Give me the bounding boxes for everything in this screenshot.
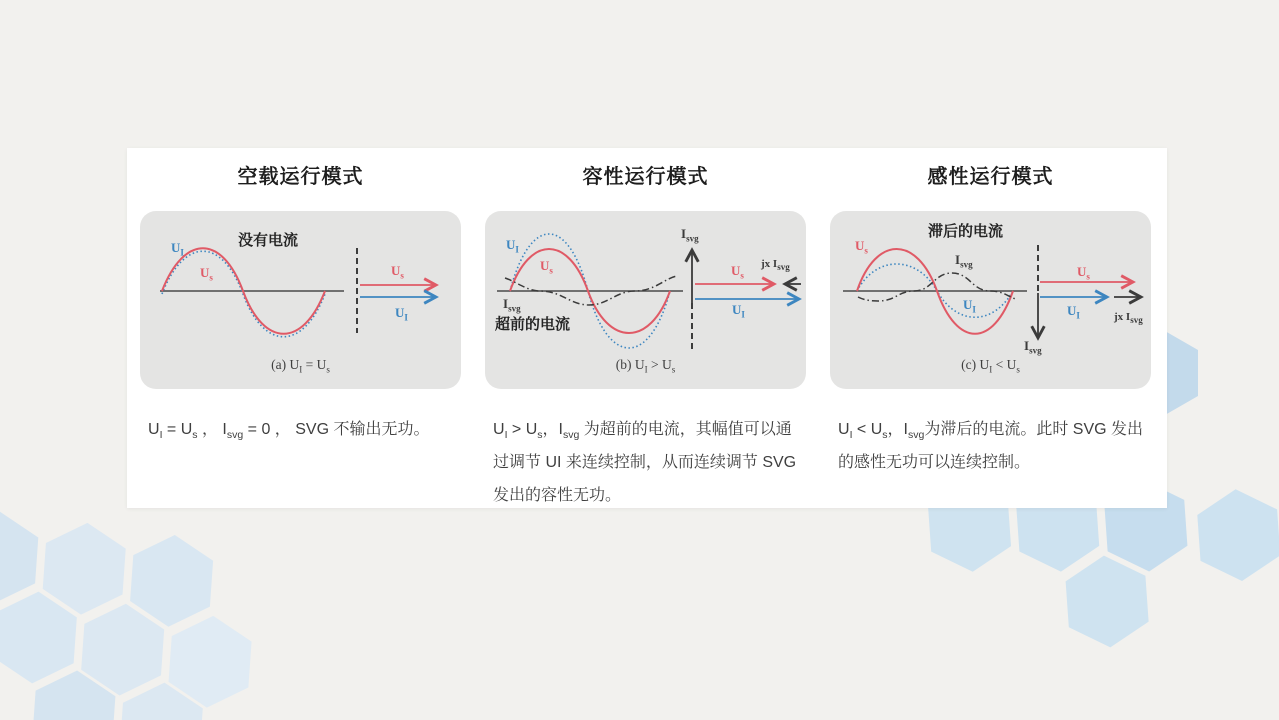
leading-current-label: 超前的电流: [495, 316, 571, 333]
ui-phasor-label: $U_I$: [1067, 303, 1080, 321]
ui-wave-label: $U_I$: [963, 297, 976, 315]
caption-c: (c) $U_I < U_s$: [961, 357, 1020, 375]
column-capacitive: [485, 160, 806, 508]
us-phasor-label: $U_s$: [731, 263, 744, 281]
us-phasor-label: $U_s$: [391, 263, 404, 281]
column-inductive: [830, 160, 1151, 508]
ui-phasor-label: $U_I$: [395, 305, 408, 323]
isvg-phasor-label: $I_{svg}$: [681, 226, 699, 244]
no-current-label: 没有电流: [238, 232, 299, 249]
lagging-current-label: 滞后的电流: [928, 223, 1004, 240]
diagram-capacitive: [485, 211, 806, 389]
ui-phasor-label: $U_I$: [732, 302, 745, 320]
ui-wave-label: $U_I$: [171, 240, 184, 258]
us-wave-label: $U_s$: [540, 258, 553, 276]
caption-a: (a) $U_I = U_s$: [271, 357, 330, 375]
us-phasor-label: $U_s$: [1077, 264, 1090, 282]
description-inductive: $U_I < U_s$，$I_{svg}$为滞后的电流。此时 SVG 发出的感性无功可以连续控制。: [838, 421, 1144, 471]
isvg-wave-label: $I_{svg}$: [503, 296, 521, 314]
title-inductive-mode: 感性运行模式: [927, 166, 1054, 188]
description-no-load: $U_I = U_s$ ， $I_{svg} = 0$ ， SVG 不输出无功。: [148, 421, 430, 442]
title-no-load-mode: 空载运行模式: [237, 166, 364, 188]
jx-isvg-label: jx $I_{svg}$: [761, 258, 790, 273]
caption-b: (b) $U_I > U_s$: [615, 357, 676, 375]
content-card: [127, 148, 1167, 508]
diagram-no-load: [140, 211, 461, 389]
title-capacitive-mode: 容性运行模式: [582, 166, 709, 188]
column-no-load: [140, 160, 461, 508]
description-capacitive: $U_I > U_s$，$I_{svg}$ 为超前的电流，其幅值可以通过调节 UI 来连续控制，从而连续调节 SVG 发出的容性无功。: [493, 421, 797, 504]
us-wave-label: $U_s$: [200, 265, 213, 283]
us-wave-label: $U_s$: [855, 238, 868, 256]
hexagon-cluster-bottom-left: [0, 509, 259, 720]
isvg-lagging-wave: [858, 273, 1016, 301]
ui-wave-label: $U_I$: [506, 237, 519, 255]
isvg-wave-label: $I_{svg}$: [955, 252, 973, 270]
jx-isvg-label: jx $I_{svg}$: [1114, 311, 1143, 326]
diagram-inductive: [830, 211, 1151, 389]
isvg-phasor-label: $I_{svg}$: [1024, 338, 1042, 356]
